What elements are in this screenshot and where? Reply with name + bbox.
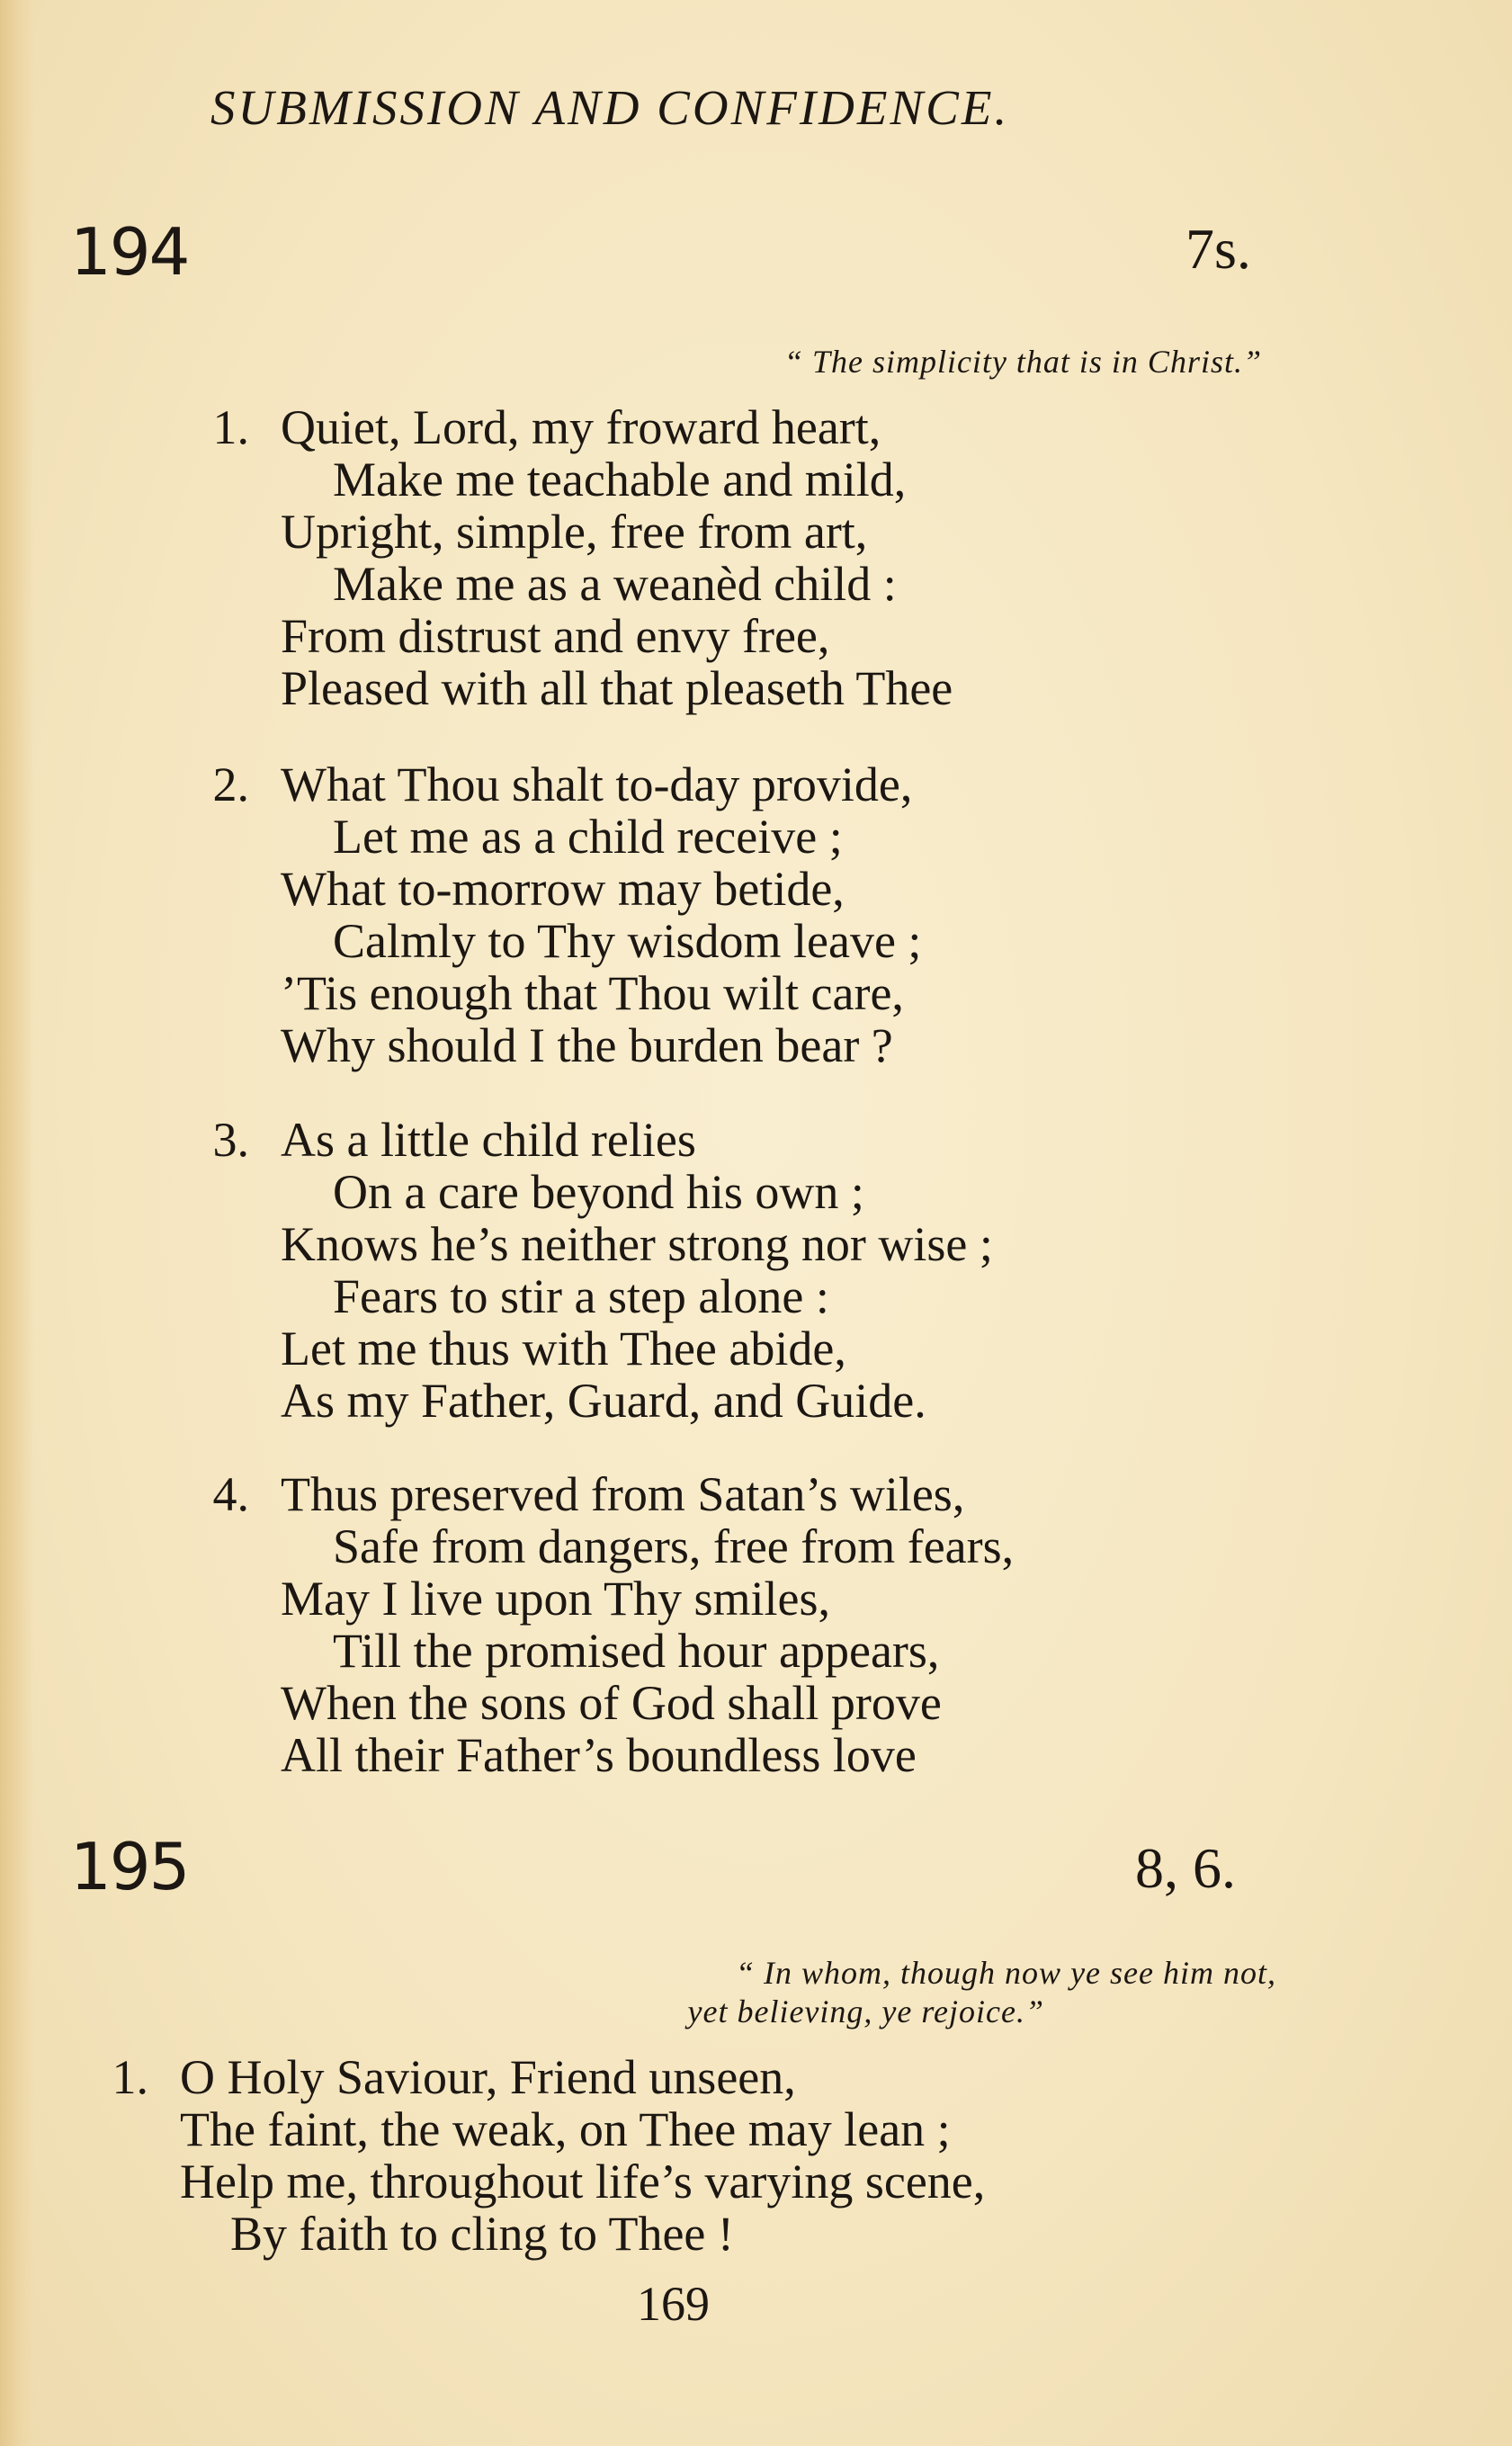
verse-line: Pleased with all that pleaseth Thee	[281, 661, 953, 715]
verse-line: As a little child relies	[281, 1113, 696, 1167]
verse-line: By faith to cling to Thee !	[230, 2207, 734, 2261]
page-edge-shadow	[0, 0, 34, 2446]
page-number: 169	[637, 2277, 710, 2331]
verse-line: What to-morrow may betide,	[281, 862, 845, 916]
verse-number: 2.	[212, 757, 249, 811]
verse	[112, 2050, 986, 2261]
hymn-motto: “ The simplicity that is in Christ.”	[783, 344, 1262, 380]
verse-line: Calmly to Thy wisdom leave ;	[333, 914, 922, 968]
verse-number: 1.	[112, 2050, 148, 2104]
hymn-meter: 7s.	[1185, 217, 1251, 281]
verse	[212, 1467, 1015, 1782]
hymn-number: 195	[70, 1829, 189, 1904]
verse-line: Fears to stir a step alone :	[333, 1269, 829, 1323]
verse-line: Till the promised hour appears,	[333, 1624, 940, 1678]
verse-line: On a care beyond his own ;	[333, 1165, 864, 1219]
verse-line: Knows he’s neither strong nor wise ;	[281, 1217, 993, 1271]
verse-line: All their Father’s boundless love	[281, 1728, 917, 1782]
verse-line: May I live upon Thy smiles,	[281, 1572, 830, 1626]
verse-line: When the sons of God shall prove	[281, 1676, 942, 1730]
verse-line: Upright, simple, free from art,	[281, 505, 868, 559]
verse-line: Let me thus with Thee abide,	[281, 1322, 846, 1375]
verse-number: 4.	[212, 1467, 249, 1521]
verse-line: Make me as a weanèd child :	[333, 557, 897, 611]
verse-line: Thus preserved from Satan’s wiles,	[281, 1467, 965, 1521]
verse-line: ’Tis enough that Thou wilt care,	[281, 966, 904, 1020]
verse-line: O Holy Saviour, Friend unseen,	[180, 2050, 796, 2104]
verse-line: Help me, throughout life’s varying scene,	[180, 2155, 986, 2209]
verse-line: Let me as a child receive ;	[333, 810, 843, 864]
verse-line: The faint, the weak, on Thee may lean ;	[180, 2102, 951, 2156]
verse-line: What Thou shalt to-day provide,	[281, 757, 913, 811]
verse-number: 3.	[212, 1113, 249, 1167]
verse-line: Make me teachable and mild,	[333, 452, 907, 506]
verse-line: From distrust and envy free,	[281, 609, 830, 663]
verse-line: Quiet, Lord, my froward heart,	[281, 400, 881, 454]
hymn-motto: “ In whom, though now ye see him not,	[736, 1955, 1276, 1991]
verse	[212, 757, 922, 1072]
verse	[212, 1113, 993, 1428]
verse-line: Safe from dangers, free from fears,	[333, 1519, 1015, 1573]
hymn-meter: 8, 6.	[1135, 1836, 1236, 1900]
verse-number: 1.	[212, 400, 249, 454]
hymn-number: 194	[70, 214, 189, 290]
hymn-motto: yet believing, ye rejoice.”	[687, 1994, 1044, 2029]
verse	[212, 400, 953, 715]
verse-line: Why should I the burden bear ?	[281, 1018, 893, 1072]
running-head: SUBMISSION AND CONFIDENCE.	[210, 80, 1010, 135]
verse-line: As my Father, Guard, and Guide.	[281, 1374, 926, 1428]
